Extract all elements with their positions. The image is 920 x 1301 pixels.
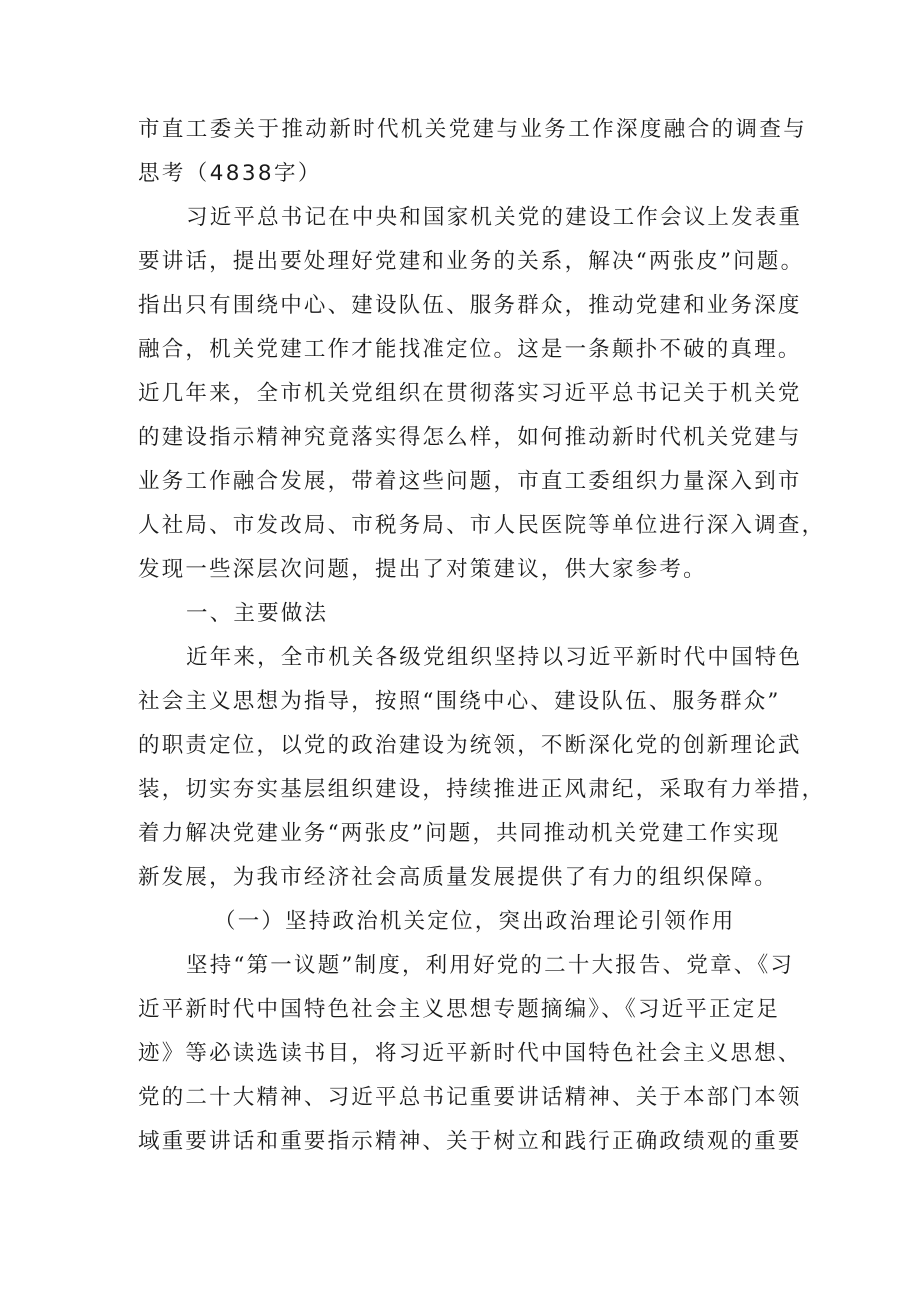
subsection-paragraph-line: 坚持“第一议题”制度，利用好党的二十大报告、党章、《习 [186,953,795,978]
document-title-line-2: 思考（4838字） [138,161,322,186]
section-heading: 一、主要做法 [186,601,329,626]
intro-paragraph-line: 人社局、市发改局、市税务局、市人民医院等单位进行深入调查， [138,513,826,538]
document-body [138,108,826,1164]
subsection-paragraph-line: 域重要讲话和重要指示精神、关于树立和践行正确政绩观的重要 [138,1129,802,1154]
intro-paragraph-line: 习近平总书记在中央和国家机关党的建设工作会议上发表重 [186,205,803,230]
subsection-paragraph-line: 党的二十大精神、习近平总书记重要讲话精神、关于本部门本领 [138,1085,802,1110]
section-paragraph-line: 装，切实夯实基层组织建设，持续推进正风肃纪，采取有力举措， [138,777,826,802]
subsection-heading: （一）坚持政治机关定位，突出政治理论引领作用 [214,909,736,934]
section-paragraph-line: 新发展，为我市经济社会高质量发展提供了有力的组织保障。 [138,865,778,890]
section-paragraph-line: 的职责定位，以党的政治建设为统领，不断深化党的创新理论武 [138,733,802,758]
subsection-paragraph-line: 迹》等必读选读书目，将习近平新时代中国特色社会主义思想、 [138,1041,802,1066]
section-paragraph-line: 社会主义思想为指导，按照“围绕中心、建设队伍、服务群众” [138,689,781,714]
intro-paragraph-line: 近几年来，全市机关党组织在贯彻落实习近平总书记关于机关党 [138,381,802,406]
intro-paragraph-line: 业务工作融合发展，带着这些问题，市直工委组织力量深入到市 [138,469,802,494]
intro-paragraph-line: 发现一些深层次问题，提出了对策建议，供大家参考。 [138,557,707,582]
intro-paragraph-line: 要讲话，提出要处理好党建和业务的关系，解决“两张皮”问题。 [138,249,805,274]
intro-paragraph-line: 融合，机关党建工作才能找准定位。这是一条颠扑不破的真理。 [138,337,802,362]
document-title-line-1: 市直工委关于推动新时代机关党建与业务工作深度融合的调查与 [138,117,808,142]
subsection-paragraph-line: 近平新时代中国特色社会主义思想专题摘编》、《习近平正定足 [138,997,781,1022]
intro-paragraph-line: 指出只有围绕中心、建设队伍、服务群众，推动党建和业务深度 [138,293,802,318]
section-paragraph-line: 近年来，全市机关各级党组织坚持以习近平新时代中国特色 [186,645,803,670]
intro-paragraph-line: 的建设指示精神究竟落实得怎么样，如何推动新时代机关党建与 [138,425,802,450]
section-paragraph-line: 着力解决党建业务“两张皮”问题，共同推动机关党建工作实现 [138,821,781,846]
